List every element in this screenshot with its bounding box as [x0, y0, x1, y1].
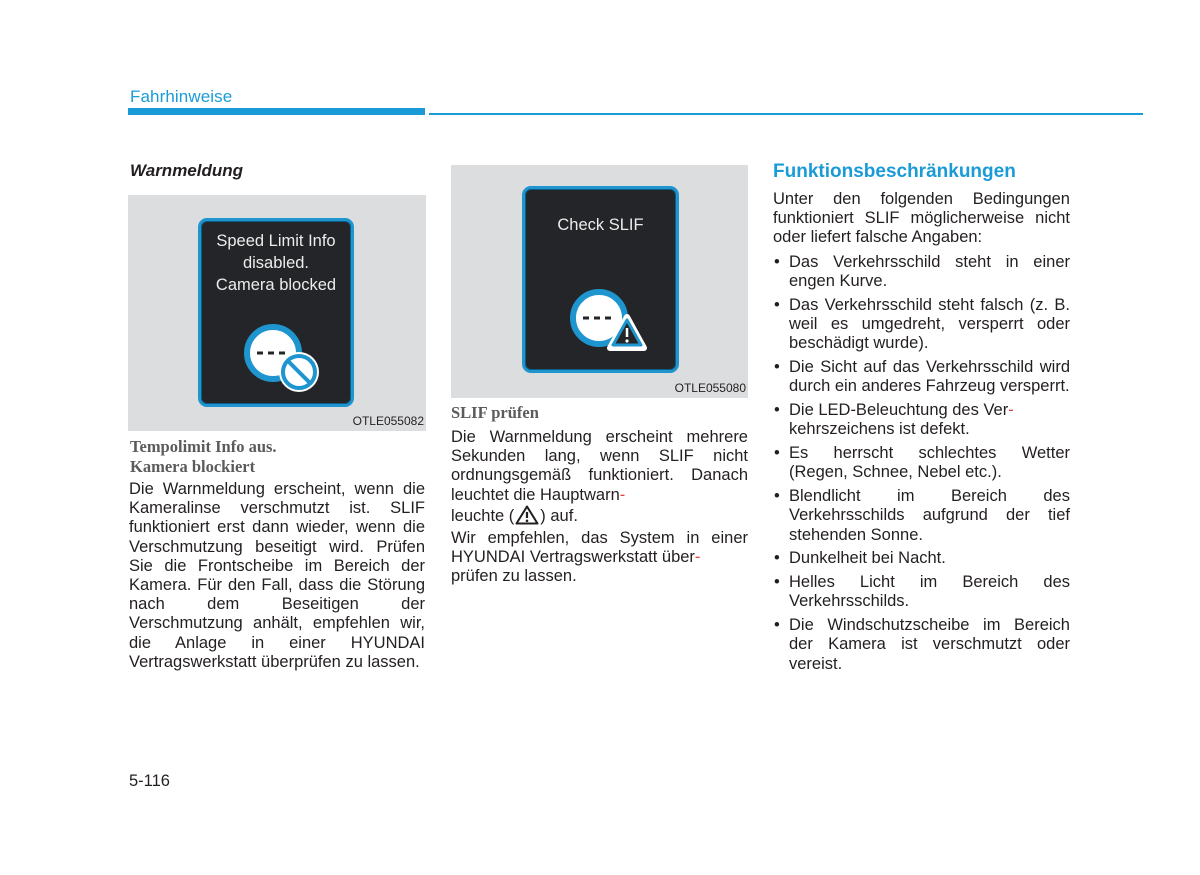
message-subheading — [130, 437, 430, 477]
camera-blocked-paragraph: Die Warnmeldung erscheint, wenn die Kameralinse verschmutzt ist. SLIF funktioniert erst dann wieder, wenn die Verschmutzung beseitigt wird. Prüfen Sie die Frontscheibe im Bereich der Kamera. Für den Fall, dass die Störung nach dem Beseitigen der Verschmutzung anhält, empfehlen wir, die Anlage in einer HYUNDAI Vertragswerkstatt überprüfen zu lassen. — [129, 480, 425, 671]
list-item: • Helles Licht im Bereich des Verkehrsschilds. — [773, 573, 1070, 611]
message-subheading-line2: Kamera blockiert — [130, 457, 256, 476]
warning-heading: Warnmeldung — [130, 161, 244, 180]
text-run: kehrszeichens ist defekt. — [789, 420, 970, 439]
text-run: prüfen zu lassen. — [451, 567, 577, 586]
list-item: • Blendlicht im Bereich des Verkehrsschilds aufgrund der tief stehenden Sonne. — [773, 487, 1070, 545]
limitations-intro: Unter den folgenden Bedingungen funktioniert SLIF möglicherweise nicht oder liefert falsche Angaben: — [773, 190, 1070, 247]
hyphen-mark: - — [619, 485, 626, 504]
recommendation-paragraph — [451, 529, 748, 587]
header-rule-thick — [128, 108, 425, 115]
speed-sign-prohibited-icon — [228, 313, 328, 403]
cluster-screen — [522, 186, 679, 373]
hyphen-mark: - — [694, 548, 701, 567]
list-item: • Es herrscht schlechtes Wetter (Regen, Schnee, Nebel etc.). — [773, 444, 1070, 482]
figure-code: OTLE055082 — [352, 414, 424, 428]
text-run: Die LED-Beleuchtung des Ver — [789, 401, 1009, 420]
cluster-screen — [198, 218, 354, 407]
text-run: Wir empfehlen, das System in einer HYUNDAI Vertragswerkstatt über — [451, 529, 748, 567]
list-item: • Die Sicht auf das Verkehrsschild wird durch ein anderes Fahrzeug versperrt. — [773, 358, 1070, 396]
message-subheading-line1: Tempolimit Info aus. — [130, 437, 277, 456]
list-item — [773, 401, 1070, 439]
list-item: • Dunkelheit bei Nacht. — [773, 549, 1070, 568]
list-item: • Die Windschutzscheibe im Bereich der Kamera ist verschmutzt oder vereist. — [773, 616, 1070, 674]
section-title: Fahrhinweise — [130, 87, 233, 106]
limitations-heading: Funktionsbeschränkungen — [773, 161, 1016, 182]
screen-message: Speed Limit Info disabled. Camera blocked — [215, 232, 337, 294]
figure-check-slif — [451, 165, 748, 398]
figure-code: OTLE055080 — [674, 381, 746, 395]
text-run: leuchte ( — [451, 506, 515, 525]
text-run: Die Warnmeldung erscheint mehrere Sekunden lang, wenn SLIF nicht ordnungsgemäß funktioniert. Danach leuchtet die Hauptwarn — [451, 428, 748, 504]
speed-sign-warning-icon — [552, 274, 652, 364]
page-number: 5-116 — [129, 772, 170, 790]
screen-message: Check SLIF — [557, 216, 644, 234]
limitations-list — [773, 253, 1070, 678]
list-item: • Das Verkehrsschild steht falsch (z. B. weil es umgedreht, versperrt oder beschädigt wurde). — [773, 296, 1070, 354]
figure-camera-blocked — [128, 195, 426, 431]
warning-triangle-icon — [515, 505, 539, 525]
hyphen-mark: - — [1008, 401, 1014, 420]
check-slif-subheading: SLIF prüfen — [451, 403, 539, 422]
check-slif-paragraph — [451, 428, 748, 526]
list-item: • Das Verkehrsschild steht in einer engen Kurve. — [773, 253, 1070, 291]
text-run: ) auf. — [540, 506, 578, 525]
header-rule-thin — [429, 113, 1143, 115]
